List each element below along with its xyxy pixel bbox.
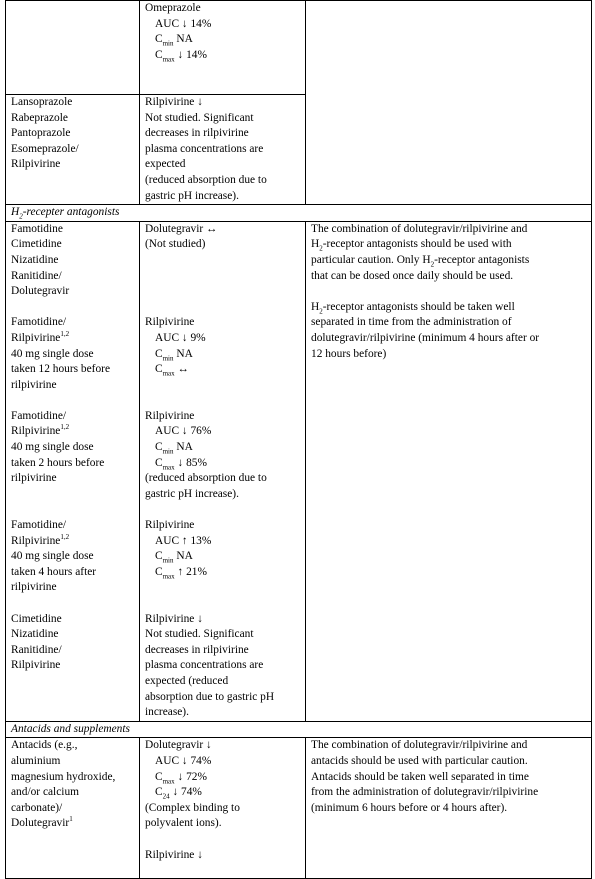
cell-line: taken 4 hours after — [11, 565, 97, 578]
cell-line: Rilpivirine ↓ — [145, 848, 203, 861]
cell-line: 40 mg single dose — [11, 550, 94, 563]
cell-line: taken 2 hours before — [11, 456, 105, 469]
cell-line: Not studied. Significant — [145, 628, 254, 641]
cell-line: from the administration of dolutegravir/rilpivirine — [311, 786, 539, 799]
cell-line: Rilpivirine — [145, 316, 195, 329]
cell-line: Not studied. Significant — [145, 111, 254, 124]
cell-line: 12 hours before) — [311, 347, 387, 360]
cell-line: carbonate)/ — [11, 801, 63, 814]
cell-line: Famotidine/ — [11, 316, 67, 329]
cell-line: increase). — [145, 706, 189, 719]
cell-line: Rilpivirine$^{1,2}$ — [11, 330, 70, 344]
cell-line: Rabeprazole — [11, 111, 68, 124]
cell-line: separated in time from the administration of — [311, 316, 512, 329]
cell-line: Antacids (e.g., — [11, 739, 78, 752]
cell-line: absorption due to gastric pH — [145, 690, 275, 703]
cell-line: Pantoprazole — [11, 127, 71, 140]
interaction-table — [5, 0, 592, 879]
cell-line: $C_{24}$ ↓ 74% — [155, 786, 202, 801]
cell-line: $H_2$-receptor antagonists should be used with — [311, 238, 512, 253]
cell-line: Ranitidine/ — [11, 643, 62, 656]
cell-line: rilpivirine — [11, 581, 57, 594]
cell-line: $C_{min}$ NA — [155, 550, 193, 565]
cell-line: Famotidine/ — [11, 409, 67, 422]
cell-line: decreases in rilpivirine — [145, 643, 249, 656]
cell-line: Rilpivirine$^{1,2}$ — [11, 532, 70, 547]
cell-line: 40 mg single dose — [11, 347, 94, 360]
cell-line: rilpivirine — [11, 472, 57, 485]
cell-line: Famotidine/ — [11, 519, 67, 532]
cell-line: polyvalent ions). — [145, 817, 222, 830]
cell-line: plasma concentrations are — [145, 142, 264, 155]
table-cell — [6, 738, 140, 879]
cell-line: $C_{max}$ ↓ 72% — [155, 770, 207, 785]
cell-line: $C_{min}$ NA — [155, 441, 193, 456]
cell-line: Dolutegravir$^1$ — [11, 815, 73, 830]
cell-line: AUC ↑ 13% — [155, 534, 212, 547]
cell-line: decreases in rilpivirine — [145, 127, 249, 140]
table-row — [6, 221, 592, 721]
cell-line: and/or calcium — [11, 786, 79, 799]
cell-line: expected — [145, 158, 186, 171]
cell-line: Cimetidine — [11, 238, 62, 251]
cell-line: Lansoprazole — [11, 96, 73, 108]
cell-line: AUC ↓ 74% — [155, 754, 212, 767]
cell-line: gastric pH increase). — [145, 487, 239, 500]
table-cell — [6, 221, 140, 721]
cell-line: Nizatidine — [11, 628, 59, 641]
cell-line: $C_{max}$ ↓ 85% — [155, 456, 207, 471]
table-cell — [6, 1, 140, 95]
section-header: $H_2$-recepter antagonists — [6, 205, 592, 222]
cell-line: particular caution. Only $H_2$-receptor antagonists — [311, 253, 530, 269]
cell-line: magnesium hydroxide, — [11, 770, 116, 783]
cell-line: 40 mg single dose — [11, 441, 94, 454]
section-header: Antacids and supplements — [6, 721, 592, 738]
cell-line: (Not studied) — [145, 238, 206, 251]
cell-line: gastric pH increase). — [145, 189, 239, 202]
cell-line: Rilpivirine ↓ — [145, 612, 203, 625]
cell-line: that can be dosed once daily should be used. — [311, 269, 514, 282]
cell-line: Rilpivirine — [145, 519, 195, 532]
cell-line: Esomeprazole/ — [11, 142, 79, 155]
table-cell — [306, 221, 592, 721]
table-cell — [306, 1, 592, 205]
section-header-row — [6, 205, 592, 222]
cell-line: Nizatidine — [11, 253, 59, 266]
cell-line: AUC ↓ 14% — [155, 17, 212, 30]
cell-line: Dolutegravir — [11, 285, 70, 298]
cell-line: Ranitidine/ — [11, 269, 62, 282]
table-cell — [306, 738, 592, 879]
cell-line: Rilpivirine — [145, 409, 195, 422]
cell-line: AUC ↓ 76% — [155, 425, 212, 438]
cell-line: dolutegravir/rilpivirine (minimum 4 hours after or — [311, 331, 540, 344]
cell-line: Antacids should be taken well separated in time — [311, 770, 529, 783]
cell-line: AUC ↓ 9% — [155, 331, 206, 344]
table-cell — [140, 1, 306, 95]
cell-line: $C_{max}$ ↔ — [155, 363, 189, 378]
table-row — [6, 738, 592, 879]
cell-line: $H_2$-receptor antagonists should be taken well — [311, 300, 515, 315]
cell-line: Rilpivirine — [11, 158, 61, 171]
table-cell — [140, 95, 306, 205]
cell-line: $C_{max}$ ↓ 14% — [155, 48, 207, 64]
cell-line: Dolutegravir ↔ — [145, 222, 218, 235]
table-cell — [6, 95, 140, 205]
cell-line: expected (reduced — [145, 674, 229, 687]
cell-line: Rilpivirine$^{1,2}$ — [11, 423, 70, 438]
cell-line: Dolutegravir ↓ — [145, 739, 212, 752]
cell-line: $C_{max}$ ↑ 21% — [155, 565, 207, 581]
cell-line: Cimetidine — [11, 612, 62, 625]
cell-line: rilpivirine — [11, 378, 57, 391]
cell-line: The combination of dolutegravir/rilpivirine and — [311, 739, 528, 752]
cell-line: (minimum 6 hours before or 4 hours after). — [311, 801, 508, 814]
cell-line: Rilpivirine — [11, 659, 61, 672]
cell-line: (reduced absorption due to — [145, 472, 267, 485]
cell-line: (Complex binding to — [145, 801, 240, 814]
cell-line: antacids should be used with particular caution. — [311, 754, 528, 767]
cell-line: Rilpivirine ↓ — [145, 96, 203, 108]
cell-line: $C_{min}$ NA — [155, 33, 193, 48]
cell-line: aluminium — [11, 754, 61, 767]
table-row — [6, 1, 592, 95]
cell-line: plasma concentrations are — [145, 659, 264, 672]
cell-line: The combination of dolutegravir/rilpivirine and — [311, 222, 528, 235]
cell-line: (reduced absorption due to — [145, 173, 267, 186]
cell-line: Famotidine — [11, 222, 63, 235]
cell-line: Omeprazole — [145, 2, 201, 14]
table-cell — [140, 221, 306, 721]
cell-line: $C_{min}$ NA — [155, 347, 193, 362]
table-cell — [140, 738, 306, 879]
section-header-row — [6, 721, 592, 738]
cell-line: taken 12 hours before — [11, 363, 111, 376]
